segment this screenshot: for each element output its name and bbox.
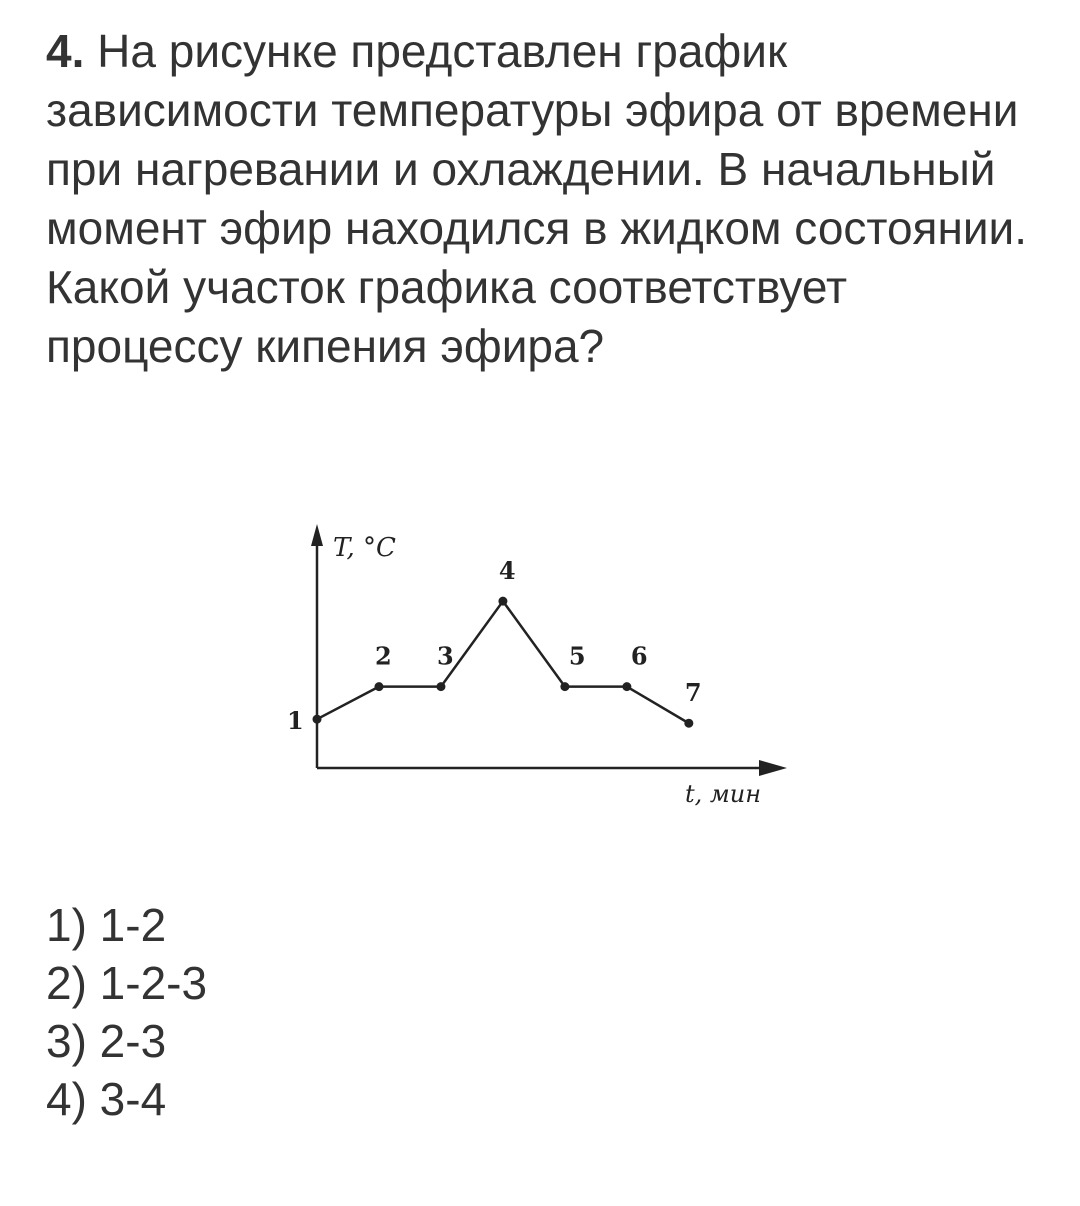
point-marker-5 [560, 682, 569, 691]
chart-points [287, 556, 702, 735]
point-marker-1 [313, 715, 322, 724]
point-label-5: 5 [568, 641, 586, 671]
point-marker-2 [374, 682, 383, 691]
chart-svg [275, 512, 805, 812]
point-marker-4 [498, 597, 507, 606]
point-marker-6 [622, 682, 631, 691]
x-axis-arrow [759, 760, 787, 776]
y-axis-label: T, °C [333, 533, 396, 563]
temperature-time-graph [275, 512, 805, 812]
x-axis-label: t, мин [685, 780, 762, 808]
answer-option-4[interactable]: 4) 3-4 [46, 1073, 167, 1125]
answer-option-2[interactable]: 2) 1-2-3 [46, 957, 208, 1009]
point-label-6: 6 [630, 641, 648, 671]
point-label-2: 2 [374, 641, 392, 671]
answer-option-3[interactable]: 3) 2-3 [46, 1015, 167, 1067]
point-marker-3 [436, 682, 445, 691]
question-body: На рисунке представлен график зависимости температуры эфира от времени при нагревании и охлаждении. В начальный момент эфир находился в жидком состоянии. Какой участок графика соответствует процессу кипения эфира? [46, 25, 1028, 372]
point-label-1: 1 [287, 706, 304, 736]
question-number: 4. [46, 25, 85, 77]
point-label-4: 4 [498, 556, 516, 586]
point-label-7: 7 [684, 678, 702, 708]
question-text [46, 22, 1046, 376]
answer-options [46, 896, 207, 1128]
y-axis-arrow [311, 524, 323, 546]
point-label-3: 3 [436, 641, 454, 671]
point-marker-7 [684, 719, 693, 728]
answer-option-1[interactable]: 1) 1-2 [46, 899, 167, 951]
